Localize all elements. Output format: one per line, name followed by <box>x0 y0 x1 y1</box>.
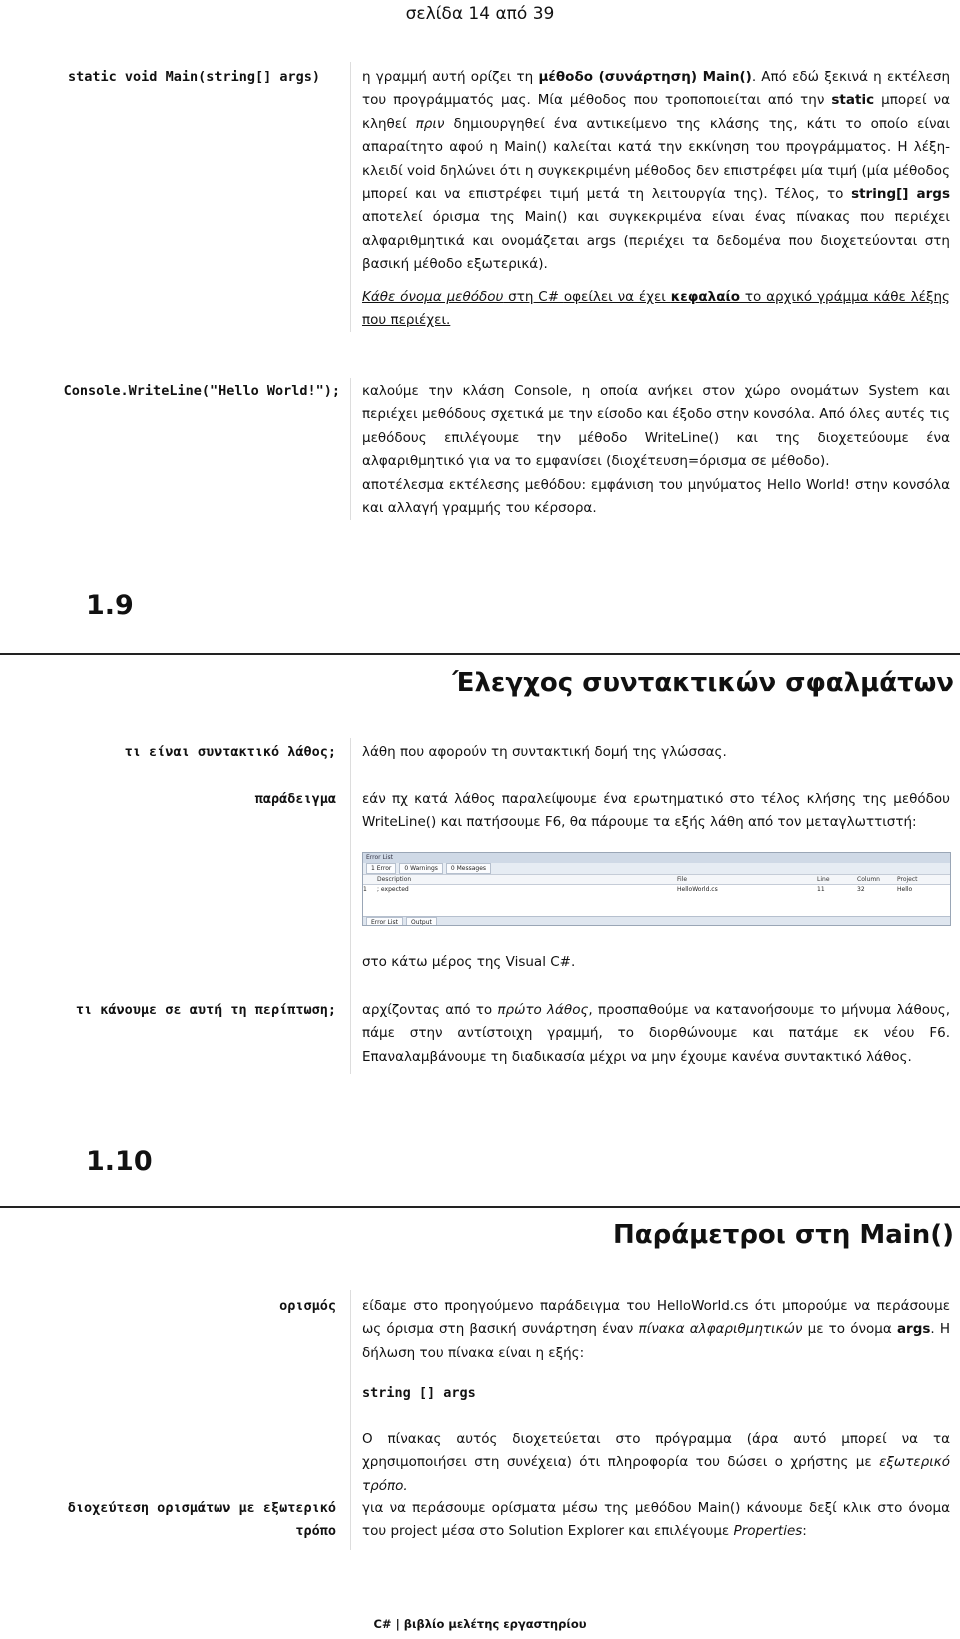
term-definition: ορισμός <box>279 1298 336 1314</box>
term-external-args: διοχεύτεση ορισμάτων με εξωτερικό τρόπο <box>67 1500 336 1539</box>
description-example: εάν πχ κατά λάθος παραλείψουμε ένα ερωτηματικό στο τέλος κλήσης της μεθόδου WriteLine() και πατήσουμε F6, θα πάρουμε τα εξής λάθη από τον μεταγλωττιστή: <box>362 791 950 831</box>
error-list-row: 1 ; expected HelloWorld.cs 11 32 Hello <box>363 885 950 894</box>
description-what-to-do: αρχίζοντας από το πρώτο λάθος, προσπαθούμε να κατανοήσουμε το μήνυμα λάθους, πάμε στην αντίστοιχη γραμμή, το διορθώνουμε και πατάμε εκ νέου F6. Επαναλαμβάνουμε τη διαδικασία μέχρι να μην έχουμε κανένα συντακτικό λάθος. <box>362 1002 950 1065</box>
term-console-writeline: Console.WriteLine("Hello World!"); <box>63 383 340 399</box>
description-args-usage: Ο πίνακας αυτός διοχετεύεται στο πρόγραμμα (άρα αυτό μπορεί να τα χρησιμοποιήσει στη συνέχεια) ότι πληροφορία του δώσει ο χρήστης με εξωτερικό τρόπο. <box>362 1431 950 1494</box>
tab-error-list: Error List <box>366 917 403 926</box>
section-title: Παράμετροι στη Main() <box>613 1220 954 1250</box>
page-footer: C# | βιβλίο μελέτης εργαστηρίου <box>373 1617 587 1631</box>
error-list-title: Error List <box>363 853 950 863</box>
error-list-header: Description File Line Column Project <box>363 874 950 885</box>
error-list-caption: στο κάτω μέρος της Visual C#. <box>362 954 576 970</box>
tab-output: Output <box>406 917 437 926</box>
tab-errors: 1 Error <box>366 863 396 874</box>
description-definition: είδαμε στο προηγούμενο παράδειγμα του HelloWorld.cs ότι μπορούμε να περάσουμε ως όρισμα στη βασική συνάρτηση έναν πίνακα αλφαριθμητικών με το όνομα args. Η δήλωση του πίνακα είναι η εξής: <box>362 1298 951 1361</box>
page-header: σελίδα 14 από 39 <box>405 4 555 24</box>
term-example: παράδειγμα <box>254 791 336 807</box>
term-main-signature: static void Main(string[] args) <box>68 69 320 85</box>
column-divider <box>350 1290 351 1550</box>
tab-warnings: 0 Warnings <box>399 863 443 874</box>
tab-messages: 0 Messages <box>446 863 491 874</box>
code-args-declaration: string [] args <box>362 1385 476 1401</box>
description-external-args: για να περάσουμε ορίσματα μέσω της μεθόδου Main() κάνουμε δεξί κλικ στο όνομα του project μέσα στο Solution Explorer και επιλέγουμε Properties: <box>362 1500 950 1540</box>
term-syntax-error: τι είναι συντακτικό λάθος; <box>124 744 336 760</box>
section-title: Έλεγχος συντακτικών σφαλμάτων <box>452 668 954 698</box>
term-what-to-do: τι κάνουμε σε αυτή τη περίπτωση; <box>75 1002 336 1018</box>
error-list-body <box>363 894 950 916</box>
description-console-writeline: καλούμε την κλάση Console, η οποία ανήκει στον χώρο ονομάτων System και περιέχει μεθόδους σχετικά με την είσοδο και έξοδο στην κονσόλα. Από όλες αυτές τις μεθόδους επιλέγουμε την μέθοδο WriteLine() και της διοχετεύουμε ένα αλφαριθμητικό για να το εμφανίσει (διοχέτευση=όρισμα σε μέθοδο). αποτέλεσμα εκτέλεσης μεθόδου: εμφάνιση του μηνύματος Hello World! στην κονσόλα και αλλαγή γραμμής του κέρσορα. <box>362 383 950 517</box>
description-syntax-error: λάθη που αφορούν τη συντακτική δομή της γλώσσας. <box>362 744 727 760</box>
section-rule <box>0 653 960 655</box>
section-number: 1.10 <box>86 1146 153 1177</box>
column-divider <box>350 378 351 520</box>
error-list-screenshot <box>362 852 951 926</box>
section-rule <box>0 1206 960 1208</box>
error-list-tabs <box>363 863 950 874</box>
description-main-signature: η γραμμή αυτή ορίζει τη μέθοδο (συνάρτηση) Main(). Από εδώ ξεκινά η εκτέλεση του προγράμματός μας. Μία μέθοδος που τροποποιείται από την static μπορεί να κληθεί πριν δημιουργηθεί ένα αντικείμενο της κλάσης της, κάτι το οποίο είναι απαραίτητο αφού η Main() καλείται κατά την εκκίνηση του προγράμματος. Η λέξη-κλειδί void δηλώνει ότι η συγκεκριμένη μέθοδος δεν επιστρέφει μία τιμή (μία μέθοδος μπορεί και να επιστρέφει τιμή μετά τη λειτουργία της). Τέλος, το string[] args αποτελεί όρισμα της Main() και συγκεκριμένα είναι ένας πίνακας που περιέχει αλφαριθμητικά και ονομάζεται args (περιέχει τα δεδομένα που διοχετεύονται στη βασική μέθοδο εξωτερικά). <box>362 69 951 273</box>
section-number: 1.9 <box>86 590 134 621</box>
column-divider <box>350 62 351 332</box>
error-list-bottom-tabs <box>363 916 950 926</box>
naming-note: Κάθε όνομα μεθόδου στη C# οφείλει να έχει κεφαλαίο το αρχικό γράμμα κάθε λέξης που περιέχει. <box>362 289 950 329</box>
column-divider <box>350 738 351 1074</box>
